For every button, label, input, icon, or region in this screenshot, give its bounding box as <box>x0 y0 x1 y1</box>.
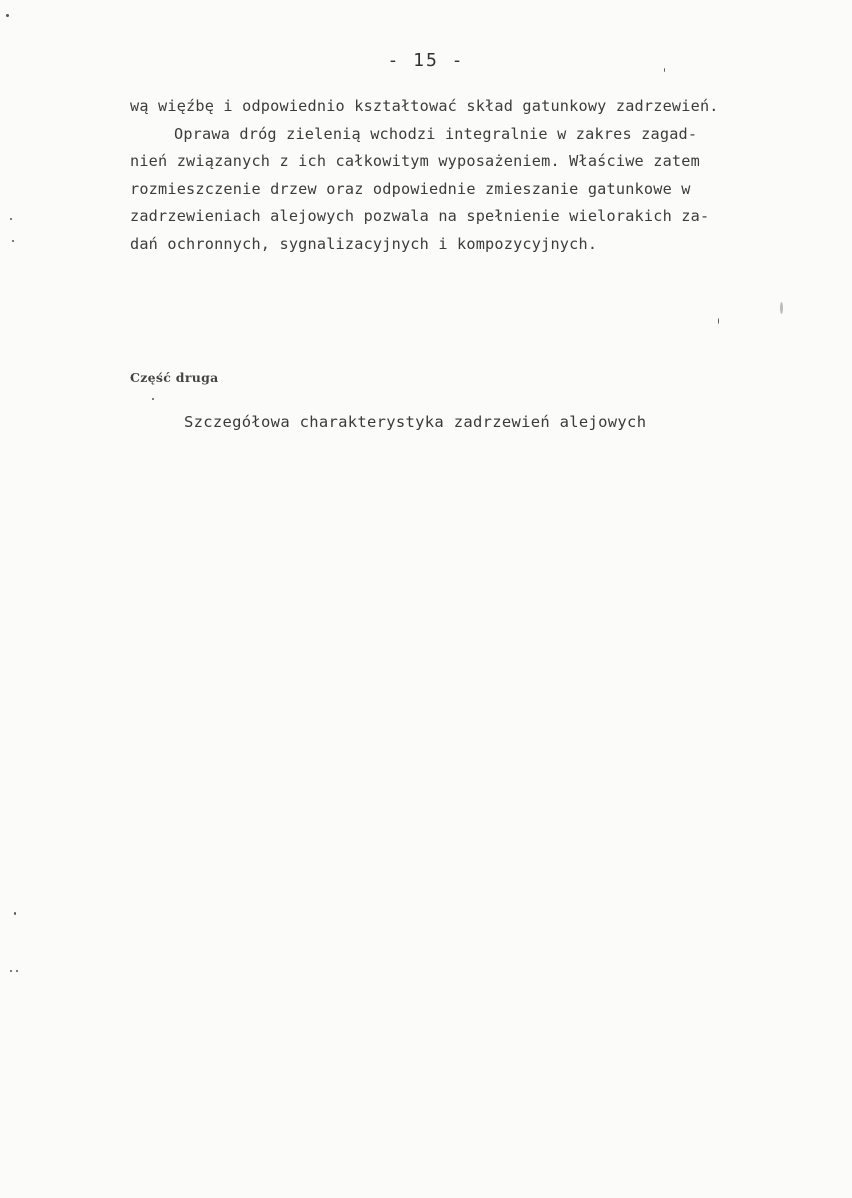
scan-speck <box>780 302 783 314</box>
paragraph-line: dań ochronnych, sygnalizacyjnych i kompozycyjnych. <box>130 234 598 253</box>
scan-speck <box>6 14 9 17</box>
section-title: Szczegółowa charakterystyka zadrzewień alejowych <box>184 413 647 431</box>
paragraph-line: wą więźbę i odpowiednio kształtować skład gatunkowy zadrzewień. <box>130 97 719 115</box>
scan-speck <box>664 68 665 72</box>
paragraph-line: Oprawa dróg zielenią wchodzi integralnie w zakres zagad- <box>174 124 698 143</box>
scan-speck <box>152 398 154 400</box>
section-label: Część druga <box>130 370 219 385</box>
scan-speck <box>718 318 719 324</box>
paragraph-line: zadrzewieniach alejowych pozwala na spełnienie wielorakich za- <box>130 207 710 226</box>
scan-speck <box>16 970 18 972</box>
scan-speck <box>10 970 12 972</box>
paragraph-line: rozmieszczenie drzew oraz odpowiednie zmieszanie gatunkowe w <box>130 179 691 198</box>
body-paragraph <box>130 93 820 259</box>
page-number: - 15 - <box>387 50 465 71</box>
paragraph-line: nień związanych z ich całkowitym wyposażeniem. Właściwe zatem <box>130 152 700 171</box>
scan-speck <box>10 218 12 220</box>
scan-speck <box>14 912 16 915</box>
scan-speck <box>12 240 14 242</box>
